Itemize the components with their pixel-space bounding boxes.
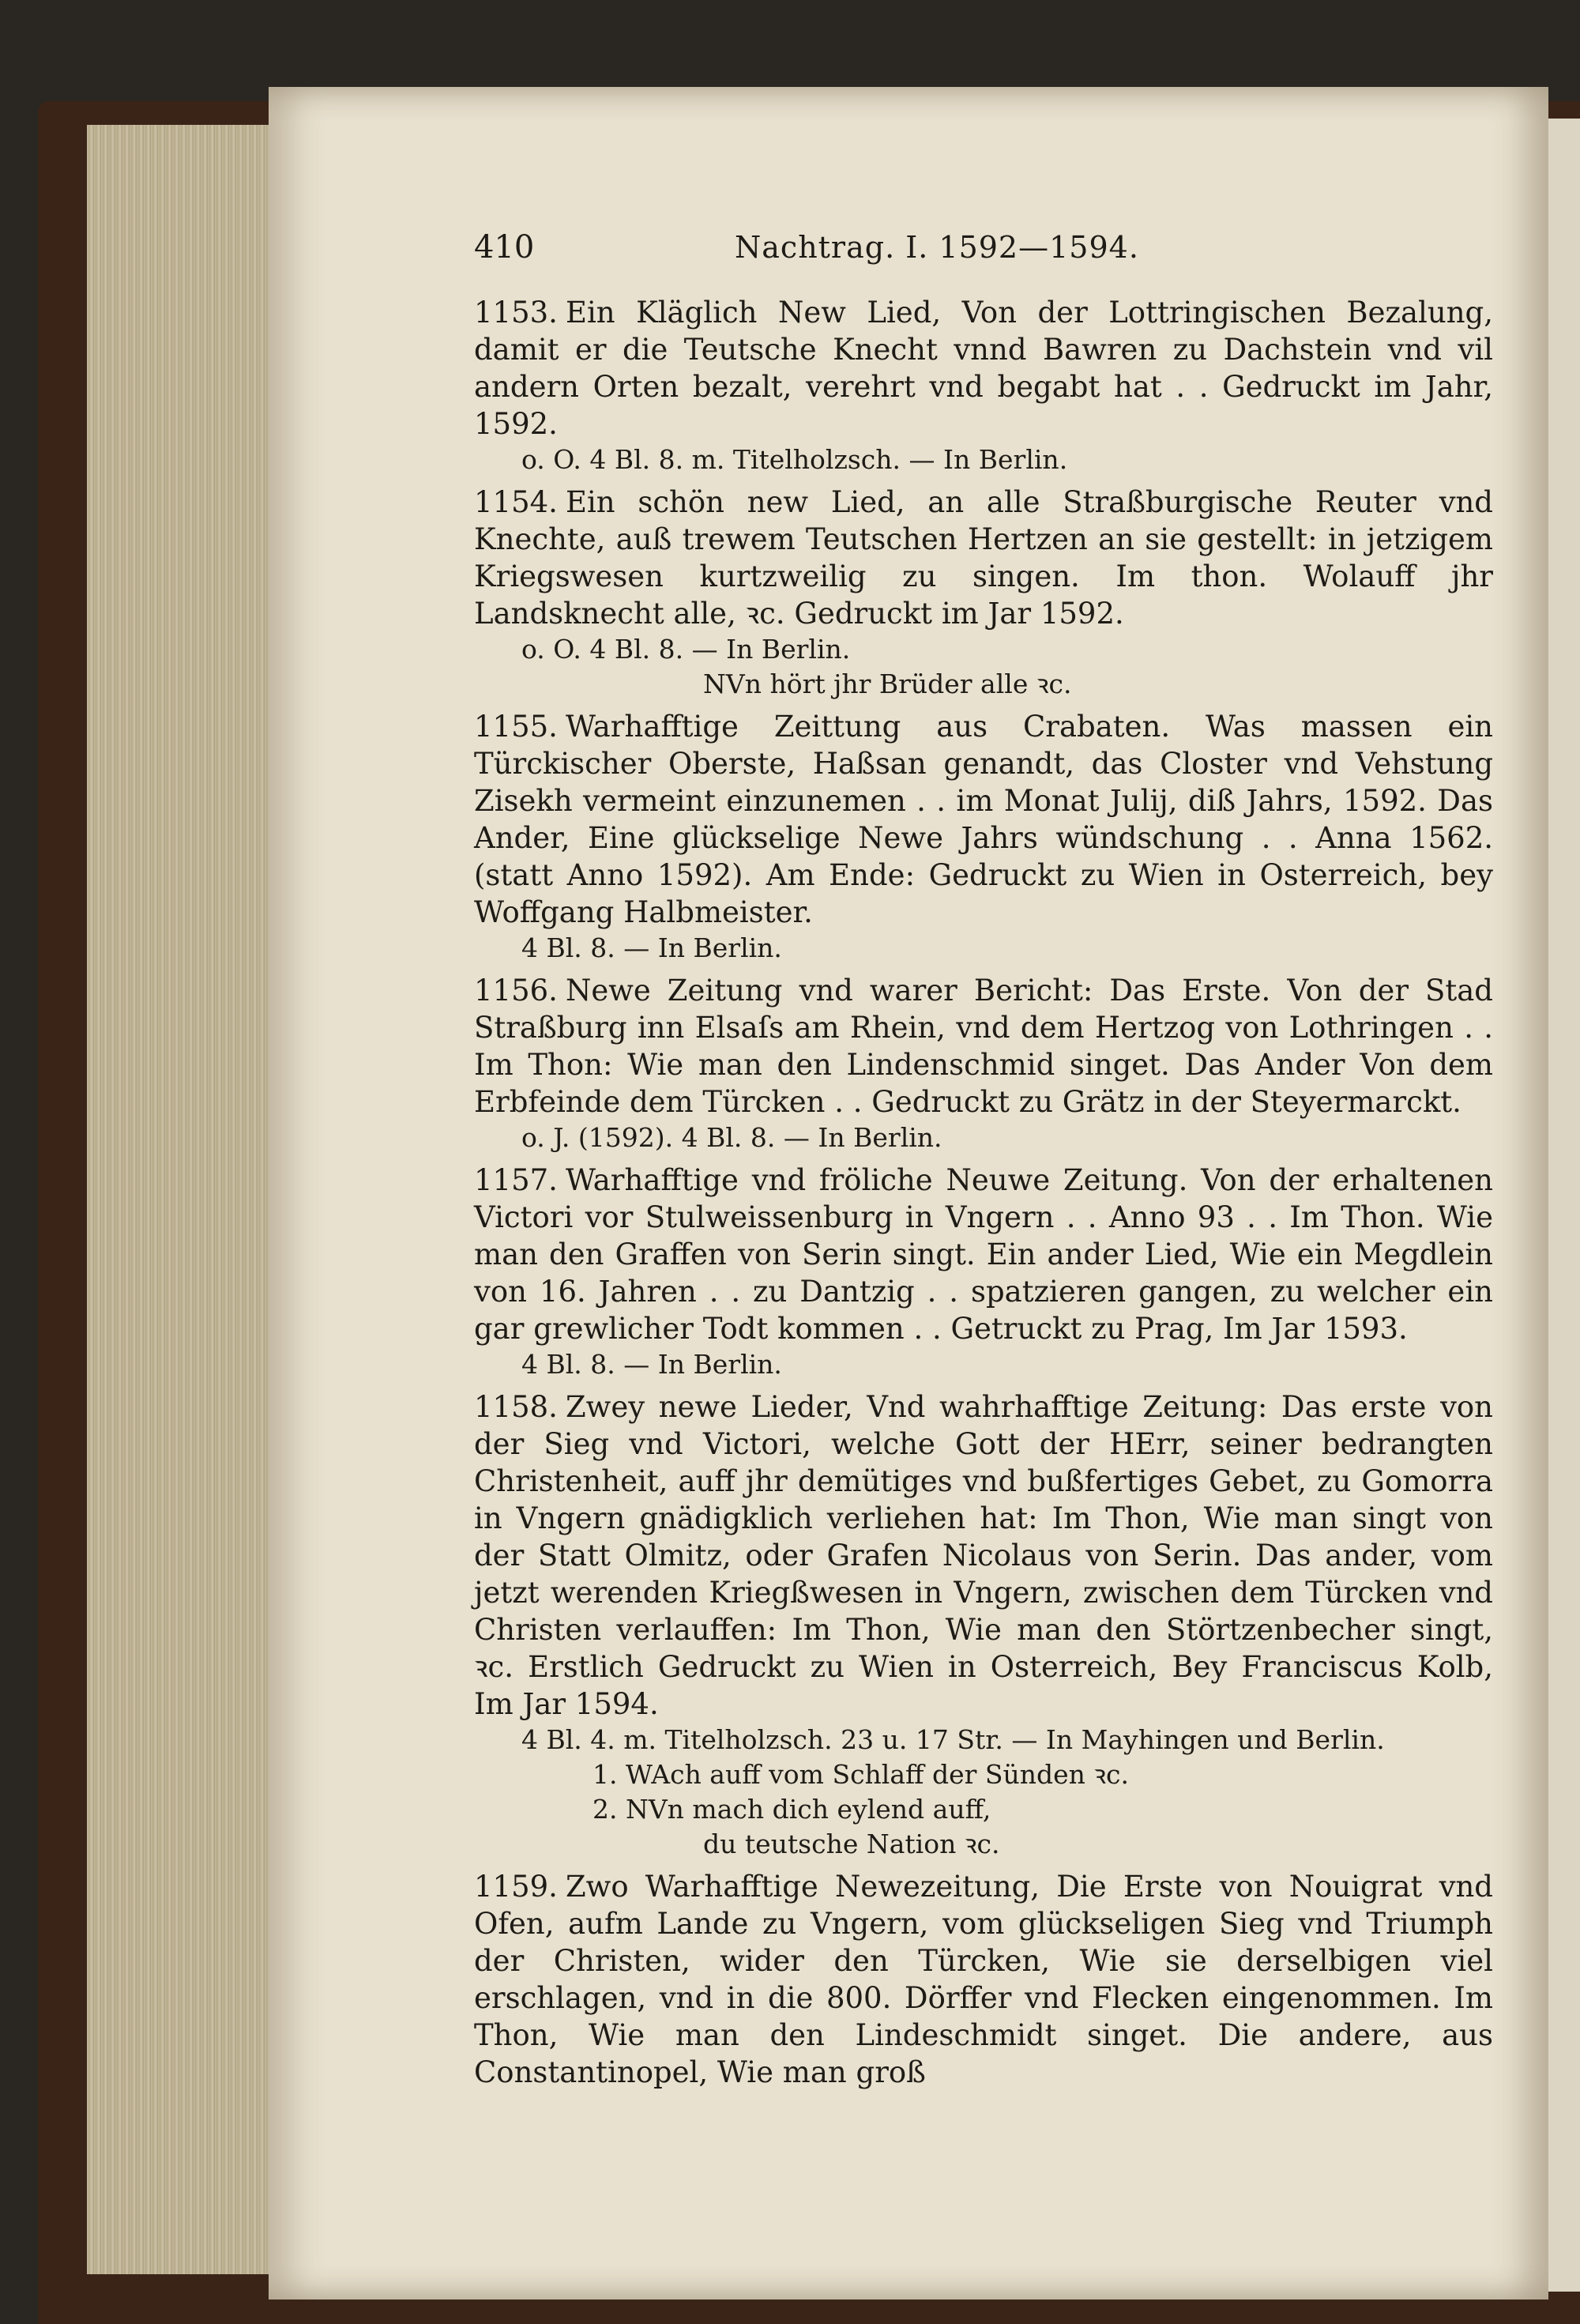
entry-number: 1154. [474, 485, 558, 519]
entry-1156 [474, 972, 1493, 1155]
entry-1154 [474, 484, 1493, 702]
entry-1159 [474, 1868, 1493, 2091]
page-number: 410 [474, 229, 535, 266]
entry-note: NVn hört jhr Brüder alle ꝛc. [703, 669, 1072, 699]
entry-note: 1. WAch auff vom Schlaff der Sünden ꝛc. [592, 1759, 1130, 1790]
entry-note: 4 Bl. 8. — In Berlin. [521, 932, 782, 963]
entry-text: Warhafftige Zeittung aus Crabaten. Was massen ein Türckischer Oberste, Haßsan genandt, das Closter vnd Vehstung Zisekh vermeint einzunemen . . im Monat Julij, diß Jahrs, 1592. Das Ander, Eine glückselige Newe Jahrs wündschung . . Anna 1562. (statt Anno 1592). Am Ende: Gedruckt zu Wien in Osterreich, bey Woffgang Halbmeister. [474, 710, 1493, 929]
page-content [474, 229, 1493, 2097]
entry-1155 [474, 708, 1493, 966]
entry-1157 [474, 1162, 1493, 1382]
entry-number: 1159. [474, 1870, 558, 1904]
entry-note: o. O. 4 Bl. 8. m. Titelholzsch. — In Berlin. [521, 444, 1068, 475]
running-head [474, 229, 1493, 277]
entry-note: 4 Bl. 4. m. Titelholzsch. 23 u. 17 Str. — In Mayhingen und Berlin. [521, 1724, 1385, 1755]
entry-text: Zwo Warhafftige Newezeitung, Die Erste von Nouigrat vnd Ofen, aufm Lande zu Vngern, vom glückseligen Sieg vnd Triumph der Christen, wider den Türcken, Wie sie derselbigen viel erschlagen, vnd in die 800. Dörffer vnd Flecken eingenommen. Im Thon, Wie man den Lindeschmidt singet. Die andere, aus Constantinopel, Wie man groß [474, 1870, 1493, 2089]
running-title: Nachtrag. I. 1592—1594. [735, 230, 1139, 265]
entry-text: Ein Kläglich New Lied, Von der Lottringischen Bezalung, damit er die Teutsche Knecht vnnd Bawren zu Dachstein vnd vil andern Orten bezalt, verehrt vnd begabt hat . . Gedruckt im Jahr, 1592. [474, 296, 1493, 441]
entry-number: 1153. [474, 296, 558, 330]
entry-number: 1155. [474, 710, 558, 744]
entry-text: Warhafftige vnd fröliche Neuwe Zeitung. Von der erhaltenen Victori vor Stulweissenburg in Vngern . . Anno 93 . . Im Thon. Wie man den Graffen von Serin singt. Ein ander Lied, Wie ein Megdlein von 16. Jahren . . zu Dantzig . . spatzieren gangen, zu welcher ein gar grewlicher Todt kommen . . Getruckt zu Prag, Im Jar 1593. [474, 1163, 1493, 1346]
entry-text: Newe Zeitung vnd warer Bericht: Das Erste. Von der Stad Straßburg inn Elsaſs am Rhein, vnd dem Hertzog von Lothringen . . Im Thon: Wie man den Lindenschmid singet. Das Ander Von dem Erbfeinde dem Türcken . . Gedruckt zu Grätz in der Steyermarckt. [474, 974, 1493, 1119]
entry-text: Zwey newe Lieder, Vnd wahrhafftige Zeitung: Das erste von der Sieg vnd Victori, welche Gott der HErr, seiner bedrangten Christenheit, auff jhr demütiges vnd bußfertiges Gebet, zu Gomorra in Vngern gnädigklich verliehen hat: Im Thon, Wie man singt von der Statt Olmitz, oder Grafen Nicolaus von Serin. Das ander, vom jetzt werenden Kriegßwesen in Vngern, zwischen dem Türcken vnd Christen verlauffen: Im Thon, Wie man den Störtzenbecher singt, ꝛc. Erstlich Gedruckt zu Wien in Osterreich, Bey Franciscus Kolb, Im Jar 1594. [474, 1390, 1493, 1721]
facing-page-edge [1544, 119, 1580, 2292]
entry-note: o. O. 4 Bl. 8. — In Berlin. [521, 634, 851, 665]
entry-number: 1158. [474, 1390, 558, 1424]
page-edges [87, 125, 276, 2274]
entry-note: 2. NVn mach dich eylend auff, [592, 1794, 991, 1825]
entry-1153 [474, 294, 1493, 477]
entry-note: o. J. (1592). 4 Bl. 8. — In Berlin. [521, 1122, 942, 1153]
entry-1158 [474, 1388, 1493, 1862]
entry-number: 1156. [474, 974, 558, 1008]
entry-note: 4 Bl. 8. — In Berlin. [521, 1349, 782, 1380]
entry-text: Ein schön new Lied, an alle Straßburgische Reuter vnd Knechte, auß trewem Teutschen Hertzen an sie gestellt: in jetzigem Kriegswesen kurtzweilig zu singen. Im thon. Wolauff jhr Landsknecht alle, ꝛc. Gedruckt im Jar 1592. [474, 485, 1493, 631]
entry-number: 1157. [474, 1163, 558, 1197]
entry-note: du teutsche Nation ꝛc. [703, 1829, 1000, 1859]
